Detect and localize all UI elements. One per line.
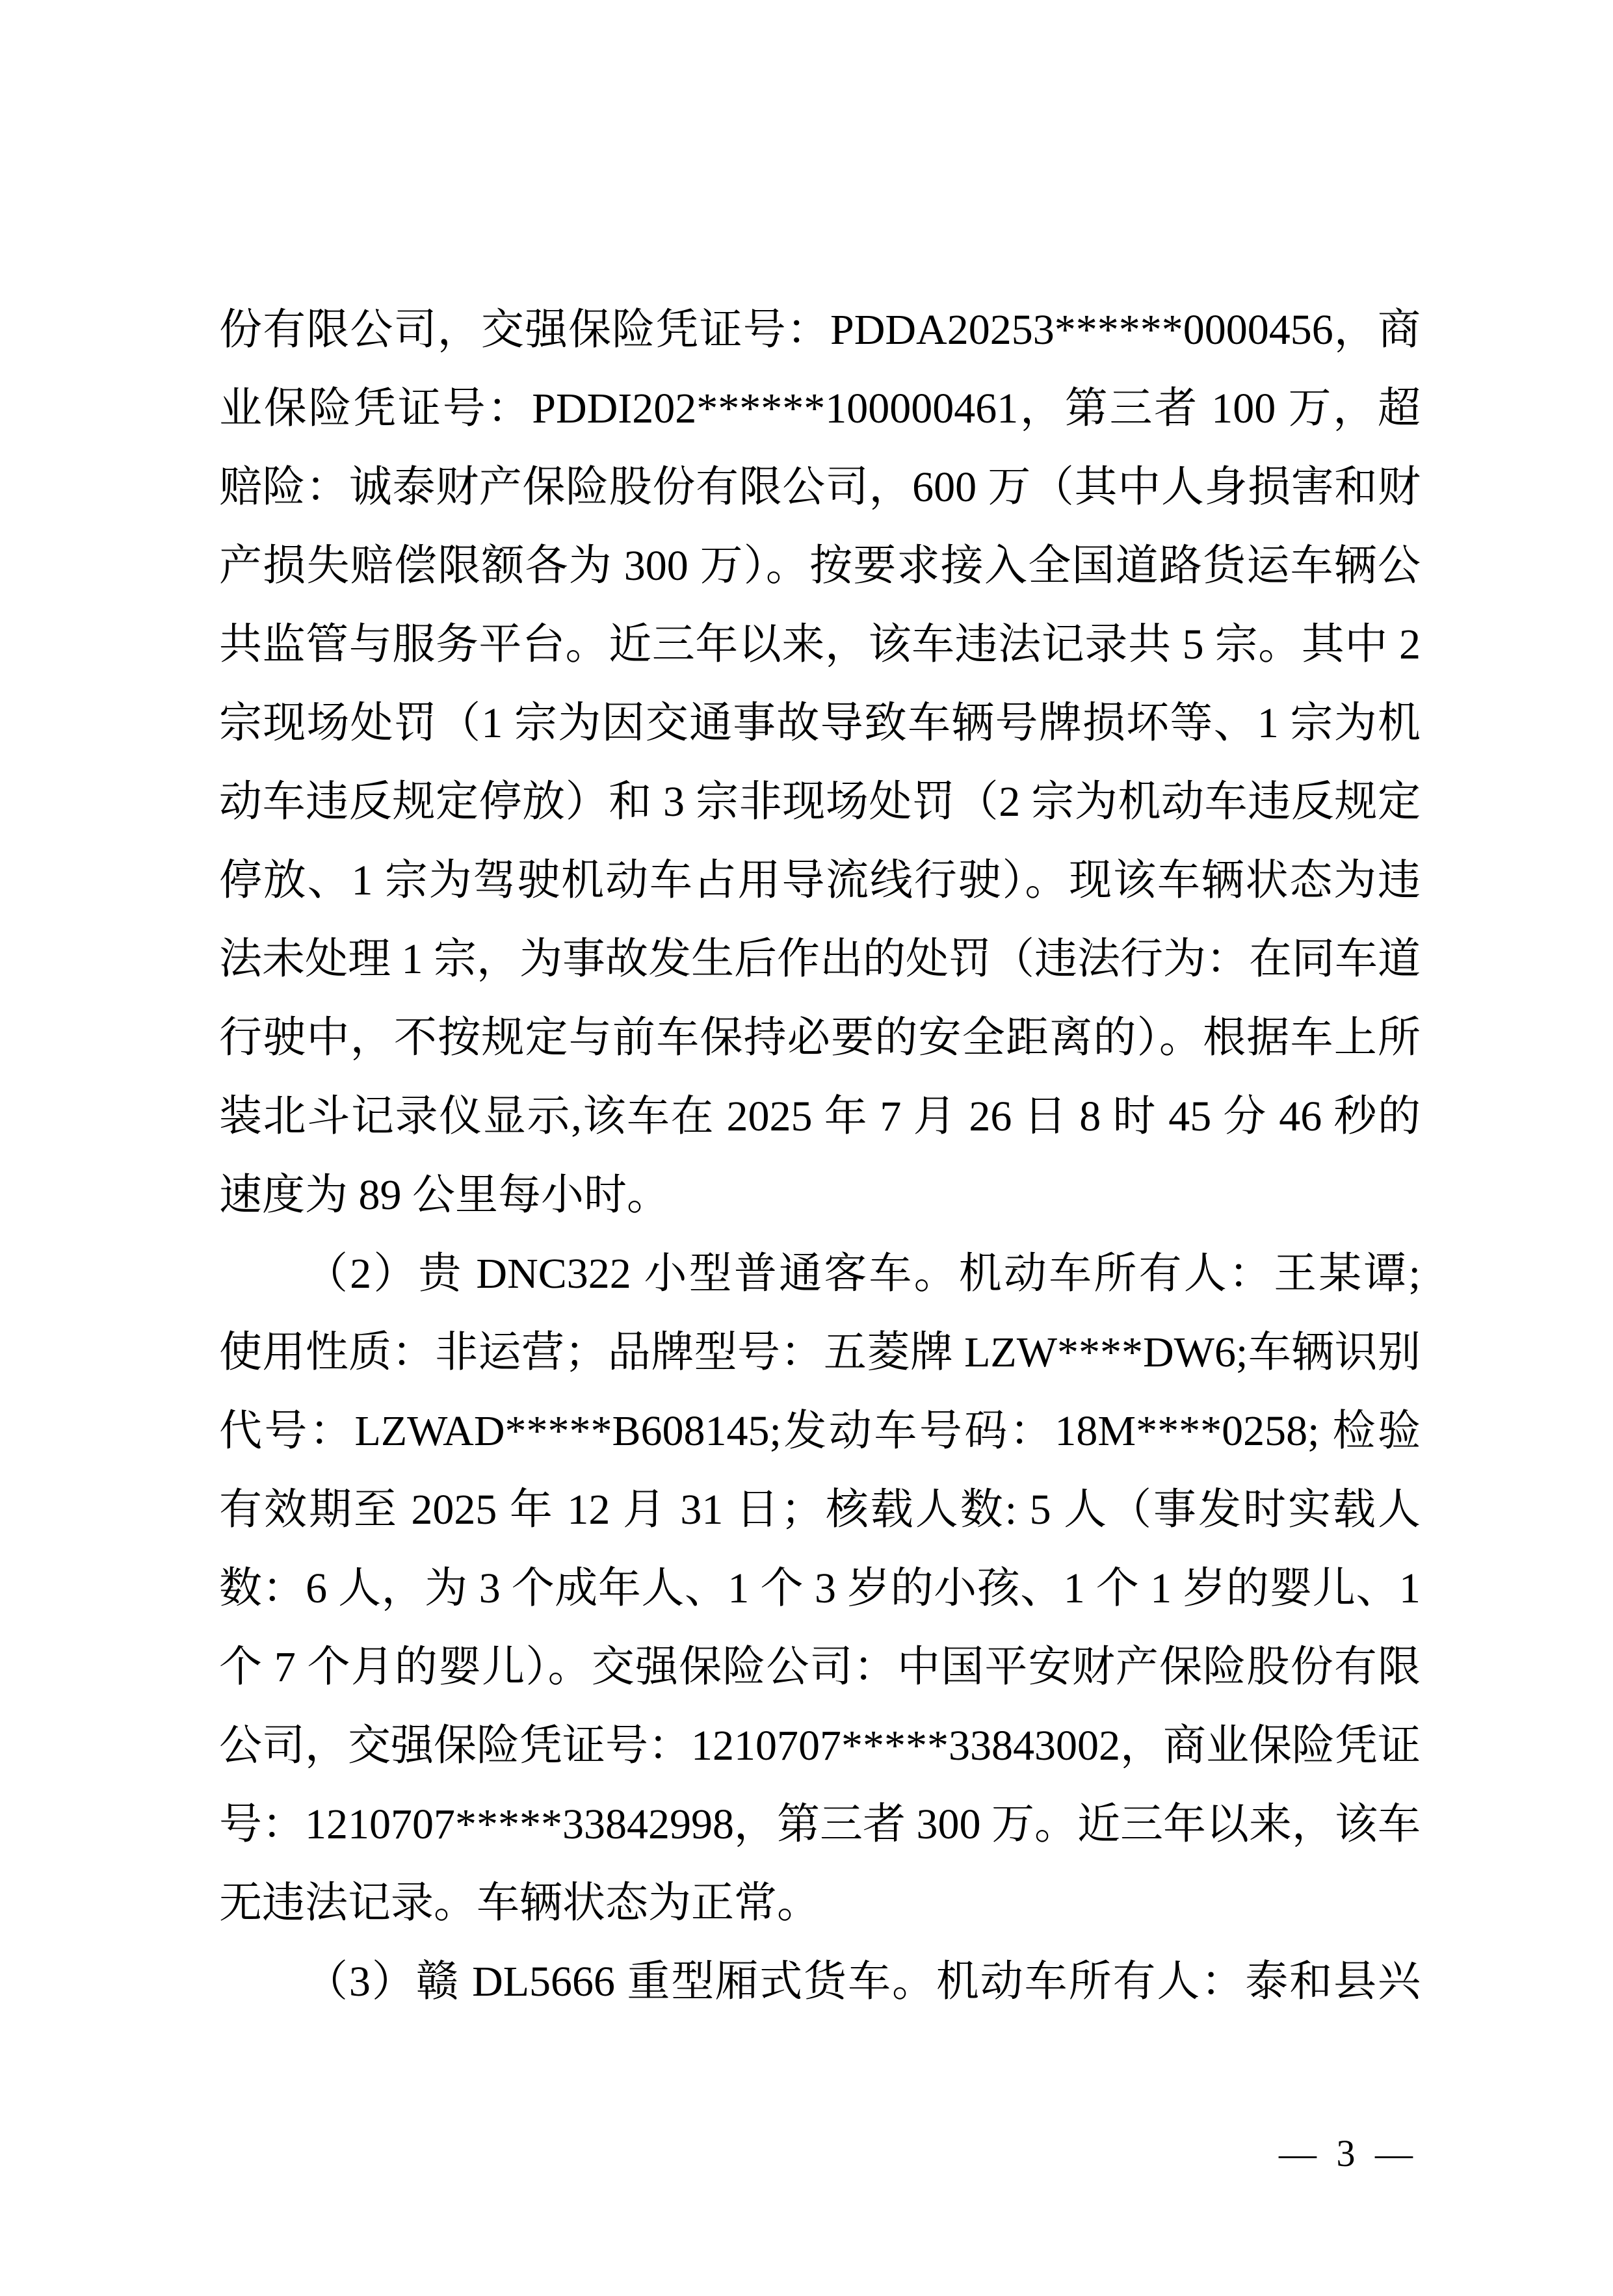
- text-line: 产损失赔偿限额各为 300 万）。按要求接入全国道路货运车辆公: [219, 542, 1421, 590]
- text-line: 数：6 人，为 3 个成年人、1 个 3 岁的小孩、1 个 1 岁的婴儿、1: [219, 1565, 1421, 1612]
- text-line: 赔险：诚泰财产保险股份有限公司，600 万（其中人身损害和财: [219, 463, 1421, 511]
- text-line: 业保险凭证号：PDDI202******100000461，第三者 100 万，超: [219, 385, 1421, 432]
- text-line: 无违法记录。车辆状态为正常。: [219, 1879, 820, 1927]
- text-line: 号：1210707*****33842998，第三者 300 万。近三年以来，该车: [219, 1801, 1421, 1848]
- text-line: 个 7 个月的婴儿）。交强保险公司：中国平安财产保险股份有限: [219, 1643, 1421, 1691]
- text-line: 代号：LZWAD*****B608145;发动车号码：18M****0258; 检验: [219, 1407, 1421, 1455]
- text-line: 装北斗记录仪显示,该车在 2025 年 7 月 26 日 8 时 45 分 46 秒的: [219, 1093, 1421, 1140]
- page-number: — 3 —: [1279, 2132, 1418, 2174]
- document-body: [219, 291, 1421, 2021]
- text-line: 行驶中，不按规定与前车保持必要的安全距离的）。根据车上所: [219, 1014, 1421, 1062]
- text-line: 使用性质：非运营；品牌型号：五菱牌 LZW****DW6;车辆识别: [219, 1329, 1421, 1376]
- text-line: （2）贵 DNC322 小型普通客车。机动车所有人：王某谭;: [305, 1250, 1421, 1298]
- text-line: 公司，交强保险凭证号：1210707*****33843002，商业保险凭证: [219, 1722, 1421, 1769]
- text-line: 共监管与服务平台。近三年以来，该车违法记录共 5 宗。其中 2: [219, 621, 1421, 668]
- text-line: 份有限公司，交强保险凭证号：PDDA20253******0000456，商: [219, 306, 1421, 354]
- text-line: （3）赣 DL5666 重型厢式货车。机动车所有人：泰和县兴: [305, 1958, 1421, 2005]
- text-line: 有效期至 2025 年 12 月 31 日；核载人数: 5 人（事发时实载人: [219, 1486, 1421, 1533]
- text-line: 法未处理 1 宗，为事故发生后作出的处罚（违法行为：在同车道: [219, 935, 1421, 983]
- text-line: 宗现场处罚（1 宗为因交通事故导致车辆号牌损坏等、1 宗为机: [219, 699, 1421, 747]
- text-line: 动车违反规定停放）和 3 宗非现场处罚（2 宗为机动车违反规定: [219, 778, 1421, 826]
- text-line: 停放、1 宗为驾驶机动车占用导流线行驶）。现该车辆状态为违: [219, 857, 1421, 904]
- text-line: 速度为 89 公里每小时。: [219, 1171, 670, 1219]
